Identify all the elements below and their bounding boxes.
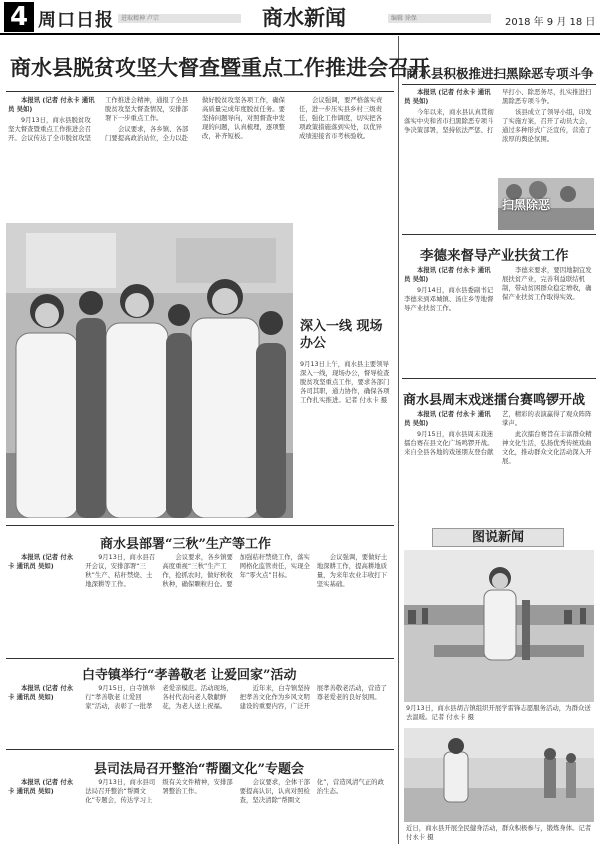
officials-photo bbox=[6, 223, 293, 518]
story4-byline: 本报讯 (记者 付永卡 通讯员 吴如) bbox=[8, 778, 74, 795]
anti-crime-photo-text: 扫黑除恶 bbox=[502, 198, 551, 212]
story2-para: 会议强调，要做好土地深耕工作，提高耕地质量，为来年农业丰收打下坚实基础。 bbox=[316, 553, 388, 588]
picture-news-header: 图说新闻 bbox=[432, 528, 564, 547]
anti-crime-photo bbox=[498, 178, 594, 230]
right3-byline: 本报讯 (记者 付永卡 通讯员 吴如) bbox=[404, 410, 491, 427]
column-divider bbox=[398, 36, 399, 844]
lead-headline: 商水县脱贫攻坚大督查暨重点工作推进会召开 bbox=[10, 55, 430, 80]
volunteer-photo bbox=[404, 550, 594, 702]
fitness-photo-art bbox=[404, 728, 594, 822]
masthead-rule bbox=[0, 33, 600, 35]
story3-headline: 白寺镇举行“孝善敬老 让爱回家”活动 bbox=[82, 668, 297, 683]
story3-para: 近年来，白寺镇坚持把孝善文化作为乡风文明建设的重要内容，广泛开展孝善敬老活动，营造了尊老爱老的良好氛围。 bbox=[239, 684, 388, 710]
right2-byline: 本报讯 (记者 付永卡 通讯员 吴如) bbox=[404, 266, 491, 283]
photo-caption: 9月13日上午，商水县主要领导深入一线，现场办公，督导检查脱贫攻坚重点工作，要求各部门各司其职，通力协作，确保各项工作扎实推进。记者 付永卡 摄 bbox=[300, 360, 390, 404]
right1-rule bbox=[402, 84, 596, 85]
officials-photo-art bbox=[6, 223, 293, 518]
section-title: 商水新闻 bbox=[262, 5, 346, 30]
right3-para: 9月15日，商水县周末戏迷擂台赛在县文化广场鸣锣开战。来自全县各地的戏迷朋友登台献艺，精彩的表演赢得了观众阵阵掌声。 bbox=[404, 410, 592, 456]
volunteer-caption: 9月13日，商水县胡吉镇组织开展学雷锋志愿服务活动，为群众送去温暖。记者 付永卡 摄 bbox=[406, 704, 591, 721]
lead-para: 会议强调，要严格落实责任，进一步压实县乡村三级责任，强化工作调度，切实把各项政策措施落到实处，以优异成绩迎接省市考核验收。 bbox=[299, 96, 383, 140]
story4-body bbox=[8, 778, 388, 840]
issue-date: 2018 年 9 月 18 日 bbox=[505, 17, 596, 28]
right1-para: 该县成立了领导小组，印发了实施方案，召开了动员大会，通过多种形式广泛宣传，营造了浓厚的舆论氛围。 bbox=[502, 108, 592, 143]
story3-byline: 本报讯 (记者 付永卡 通讯员 吴如) bbox=[8, 684, 74, 701]
story2-byline: 本报讯 (记者 付永卡 通讯员 吴如) bbox=[8, 553, 74, 570]
story4-para: 9月13日，商水县司法局召开整治“帮圈文化”专题会，传达学习上级有关文件精神，安排部署整治工作。 bbox=[85, 778, 233, 804]
story2-body bbox=[8, 553, 388, 653]
right2-headline: 李德来督导产业扶贫工作 bbox=[420, 248, 569, 264]
paper-name: 周口日报 bbox=[38, 10, 114, 31]
lead-rule bbox=[6, 91, 394, 92]
right3-para: 此次擂台赛旨在丰富群众精神文化生活，弘扬优秀传统戏曲文化，推动群众文化活动深入开展。 bbox=[502, 430, 592, 465]
photo-block-title: 深入一线 现场办公 bbox=[300, 319, 383, 351]
story3-body bbox=[8, 684, 388, 746]
lead-para: 9月13日，商水县脱贫攻坚大督查暨重点工作推进会召开。会议传达了全市脱贫攻坚工作推进会精神，通报了全县脱贫攻坚大督查情况，安排部署下一步重点工作。 bbox=[8, 96, 189, 142]
right1-headline: 商水县积极推进扫黑除恶专项斗争 bbox=[406, 66, 594, 81]
story4-headline: 县司法局召开整治“帮圈文化”专题会 bbox=[94, 762, 304, 777]
story3-rule bbox=[6, 658, 394, 659]
page-number: 4 bbox=[4, 2, 34, 32]
right2-para: 9月14日，商水县委副书记李德来到邓城镇、汤庄乡等地督导产业扶贫工作。 bbox=[404, 286, 494, 312]
fitness-caption: 近日，商水县开展全民健身活动，群众积极参与，锻炼身体。记者 付永卡 摄 bbox=[406, 824, 592, 841]
right2-top-rule bbox=[402, 234, 596, 235]
editor-bar: 编辑 徐保 bbox=[388, 14, 491, 23]
volunteer-photo-art bbox=[404, 550, 594, 702]
story4-para: 会议要求，全体干部要提高认识，认真对照检查，坚决清除“帮圈文化”，营造风清气正的政治生态。 bbox=[239, 778, 384, 804]
right2-body bbox=[404, 266, 594, 374]
right2-para: 李德来要求，要因地制宜发展扶贫产业，完善利益联结机制，带动贫困群众稳定增收，确保产业扶贫工作取得实效。 bbox=[502, 266, 592, 301]
lead-para: 会议要求，各乡镇、各部门要提高政治站位，全力以赴做好脱贫攻坚各项工作，确保高质量完成年度脱贫任务。要坚持问题导向，对照督查中发现的问题，认真梳理，逐项整改，补齐短板。 bbox=[105, 96, 286, 142]
right1-para: 今年以来，商水县认真贯彻落实中央和省市扫黑除恶专项斗争决策部署，坚持依法严惩、打早打小、除恶务尽，扎实推进扫黑除恶专项斗争。 bbox=[404, 88, 592, 134]
story2-para: 会议要求，各乡镇要高度重视“三秋”生产工作，抢抓农时，做好秋收秋种，确保颗粒归仓。要加强秸秆禁烧工作，落实网格化监管责任，实现全年“零火点”目标。 bbox=[162, 553, 310, 588]
story2-rule bbox=[6, 525, 394, 526]
right3-top-rule bbox=[402, 378, 596, 379]
story2-para: 9月13日，商水县召开会议，安排部署“三秋”生产、秸秆禁烧、土地深耕等工作。 bbox=[85, 553, 156, 588]
story4-rule bbox=[6, 749, 394, 750]
fitness-photo bbox=[404, 728, 594, 822]
story3-para: 9月15日，白寺镇举行“孝善敬老 让爱回家”活动，表彰了一批孝老爱亲模范。活动现场，各村代表向老人敬献鲜花，为老人送上祝福。 bbox=[85, 684, 233, 710]
right1-byline: 本报讯 (记者 付永卡 通讯员 吴如) bbox=[404, 88, 491, 105]
story2-headline: 商水县部署“三秋”生产等工作 bbox=[100, 537, 271, 552]
right3-headline: 商水县周末戏迷擂台赛鸣锣开战 bbox=[403, 393, 586, 408]
right3-body bbox=[404, 410, 594, 522]
lead-body bbox=[8, 96, 388, 218]
slogan-bar: 进取精神 卢宗 bbox=[118, 14, 241, 23]
lead-byline: 本报讯 (记者 付永卡 通讯员 吴如) bbox=[8, 96, 95, 113]
